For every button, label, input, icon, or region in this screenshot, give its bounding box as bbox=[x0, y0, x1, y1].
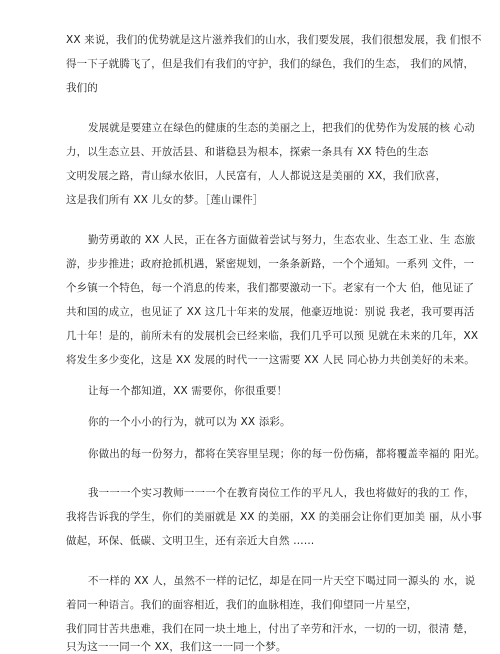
text-line: 发展就是要建立在绿色的健康的生态的美丽之上，把我们的优势作为发展的核 心动 bbox=[88, 122, 475, 134]
text-line: 我们的 bbox=[66, 82, 98, 94]
text-line: 我一一一个实习教师一一一个在教育岗位工作的平凡人，我也将做好的我的工 作， bbox=[88, 487, 475, 499]
text-line: 只为这一一同一个 XX，我们这一一同一个梦。 bbox=[66, 641, 287, 653]
text-line: 共和国的成立，也见证了 XX 这几十年来的发展，他豪迈地说：别说 我老，我可要再活 bbox=[66, 306, 475, 318]
text-line: 文明发展之路，青山绿水依旧，人民富有，人人都说这是美丽的 XX，我们欣喜， bbox=[66, 170, 447, 182]
text-line: 着同一种语言。我们的面容相近，我们的血脉相连，我们仰望同一片星空， bbox=[66, 599, 418, 611]
text-line: 个乡镇一个特色，每一个消息的传来，我们都要激动一下。老家有一个大 伯，他见证了 bbox=[66, 282, 475, 294]
text-line: 你的一个小小的行为，就可以为 XX 添彩。 bbox=[88, 416, 291, 428]
text-line: 你做出的每一份努力，都将在笑容里呈现；你的每一份伤痛，都将覆盖幸福的 阳光。 bbox=[88, 448, 486, 460]
text-line: 让每一个都知道，XX 需要你，你很重要！ bbox=[88, 385, 288, 397]
text-line: XX 来说，我们的优势就是这片滋养我们的山水，我们要发展，我们很想发展，我 们恨不 bbox=[66, 34, 482, 46]
text-line: 勤劳勇敢的 XX 人民，正在各方面做着尝试与努力，生态农业、生态工业、生 态旅 bbox=[88, 234, 476, 246]
text-line: 我将告诉我的学生，你们的美丽就是 XX 的美丽，XX 的美丽会让你们更加美 丽，从小事 bbox=[66, 511, 483, 523]
text-line: 几十年！是的，前所未有的发展机会已经来临，我们几乎可以预 见就在未来的几年，XX bbox=[66, 330, 479, 342]
text-line: 做起，环保、低碳、文明卫生，还有亲近大自然 …… bbox=[66, 535, 315, 547]
text-line: 游，步步推进；政府抢抓机遇，紧密规划，一条条新路，一个个通知。一系列 文件，一 bbox=[66, 258, 475, 270]
text-line: 力，以生态立县、开放活县、和谐稳县为根本，探索一条具有 XX 特色的生态 bbox=[66, 146, 429, 158]
text-line: 这是我们所有 XX 儿女的梦。［莲山课件］ bbox=[66, 194, 264, 206]
text-line: 我们同甘苦共患难，我们在同一块土地上，付出了辛劳和汗水，一切的一切，很清 楚， bbox=[66, 623, 475, 635]
text-line: 不一样的 XX 人，虽然不一样的记忆，却是在同一片天空下喝过同一源头的 水，说 bbox=[88, 575, 476, 587]
text-line: 得一下子就腾飞了，但是我们有我们的守护，我们的绿色，我们的生态， 我们的风情， bbox=[66, 58, 475, 70]
text-line: 将发生多少变化，这是 XX 发展的时代一一这需要 XX 人民 同心协力共创美好的未来。 bbox=[66, 354, 475, 366]
